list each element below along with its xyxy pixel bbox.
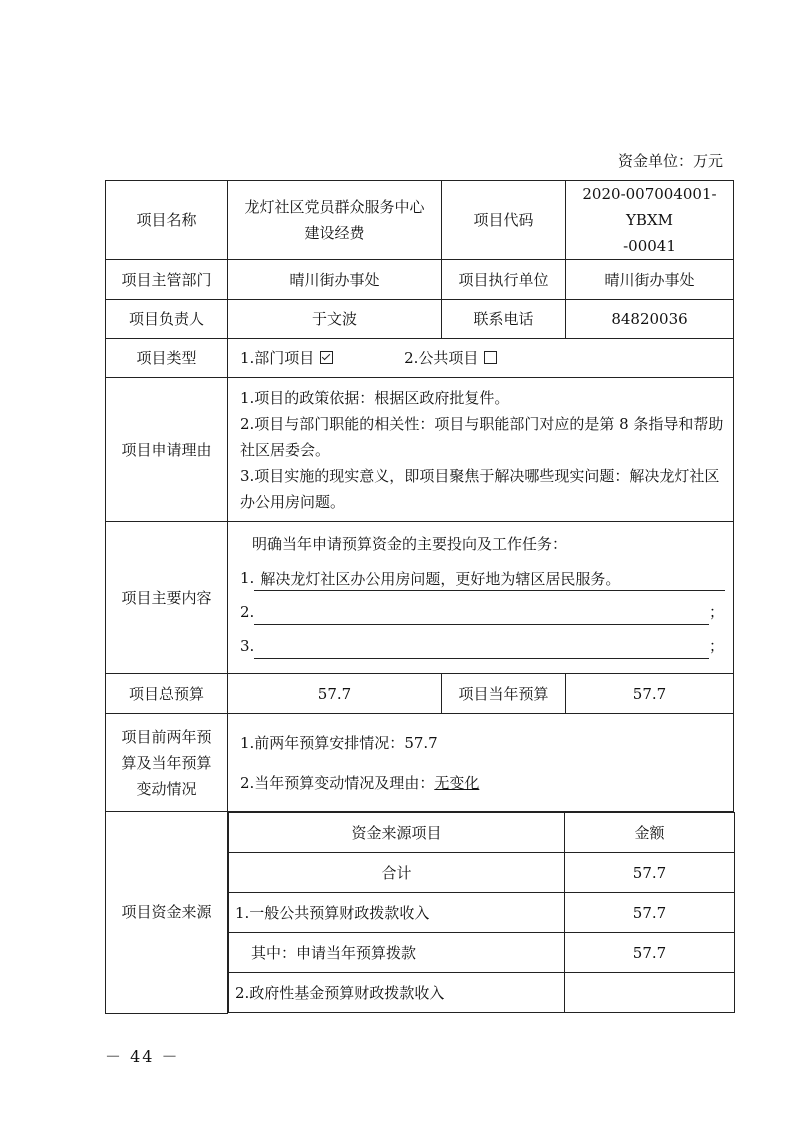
content-line-1-text: 解决龙灯社区办公用房问题，更好地为辖区居民服务。 — [254, 568, 725, 591]
budget-change-content — [228, 714, 734, 812]
phone-value: 84820036 — [566, 300, 734, 339]
reason-item: 3.项目实施的现实意义，即项目聚焦于解决哪些现实问题：解决龙灯社区办公用房问题。 — [240, 466, 720, 511]
project-name-value: 龙灯社区党员群众服务中心 建设经费 — [228, 181, 442, 260]
project-table — [105, 180, 734, 1014]
fund-source-label: 项目资金来源 — [106, 812, 228, 1014]
project-code-value: 2020-007004001-YBXM -00041 — [566, 181, 734, 260]
empty-box-icon — [484, 351, 497, 364]
table-row: 2.政府性基金预算财政拨款收入 — [229, 973, 735, 1013]
year-budget-value: 57.7 — [566, 674, 734, 714]
content-line-3: 3. ； — [240, 625, 725, 659]
type-label: 项目类型 — [106, 339, 228, 378]
total-budget-value: 57.7 — [228, 674, 442, 714]
table-row: 1.一般公共预算财政拨款收入 57.7 — [229, 893, 735, 933]
fund-unit-label: 资金单位：万元 — [617, 152, 723, 170]
fund-source-cell — [228, 812, 734, 1014]
source-header-item: 资金来源项目 — [229, 813, 565, 853]
reason-item: 2.项目与部门职能的相关性：项目与职能部门对应的是第 8 条指导和帮助社区居委会。 — [240, 414, 724, 459]
reason-label: 项目申请理由 — [106, 378, 228, 522]
type-option-dept: 1.部门项目 — [240, 345, 333, 371]
content-body — [228, 522, 734, 674]
content-intro: 明确当年申请预算资金的主要投向及工作任务： — [252, 534, 568, 553]
content-line-1: 1. 解决龙灯社区办公用房问题，更好地为辖区居民服务。 — [240, 557, 725, 591]
reason-content — [228, 378, 734, 522]
change-prev-years: 1.前两年预算安排情况：57.7 — [240, 733, 438, 752]
year-budget-label: 项目当年预算 — [442, 674, 566, 714]
reason-item: 1.项目的政策依据：根据区政府批复件。 — [240, 388, 510, 407]
budget-change-label: 项目前两年预 算及当年预算 变动情况 — [106, 714, 228, 812]
owner-label: 项目负责人 — [106, 300, 228, 339]
phone-label: 联系电话 — [442, 300, 566, 339]
table-row: 合计 57.7 — [229, 853, 735, 893]
dept-label: 项目主管部门 — [106, 260, 228, 300]
page-number: － 44 － — [105, 1047, 180, 1066]
content-label: 项目主要内容 — [106, 522, 228, 674]
type-options — [228, 339, 734, 378]
source-header-amount: 金额 — [565, 813, 735, 853]
checked-box-icon — [320, 351, 333, 364]
type-option-public: 2.公共项目 — [404, 345, 497, 371]
table-row: 其中：申请当年预算拨款 57.7 — [229, 933, 735, 973]
dept-value: 晴川街办事处 — [228, 260, 442, 300]
total-budget-label: 项目总预算 — [106, 674, 228, 714]
exec-label: 项目执行单位 — [442, 260, 566, 300]
project-name-label: 项目名称 — [106, 181, 228, 260]
fund-source-table — [228, 812, 735, 1013]
owner-value: 于文波 — [228, 300, 442, 339]
project-code-label: 项目代码 — [442, 181, 566, 260]
exec-value: 晴川街办事处 — [566, 260, 734, 300]
content-line-2: 2. ； — [240, 591, 725, 625]
change-current-year: 2.当年预算变动情况及理由：无变化 — [240, 773, 480, 792]
